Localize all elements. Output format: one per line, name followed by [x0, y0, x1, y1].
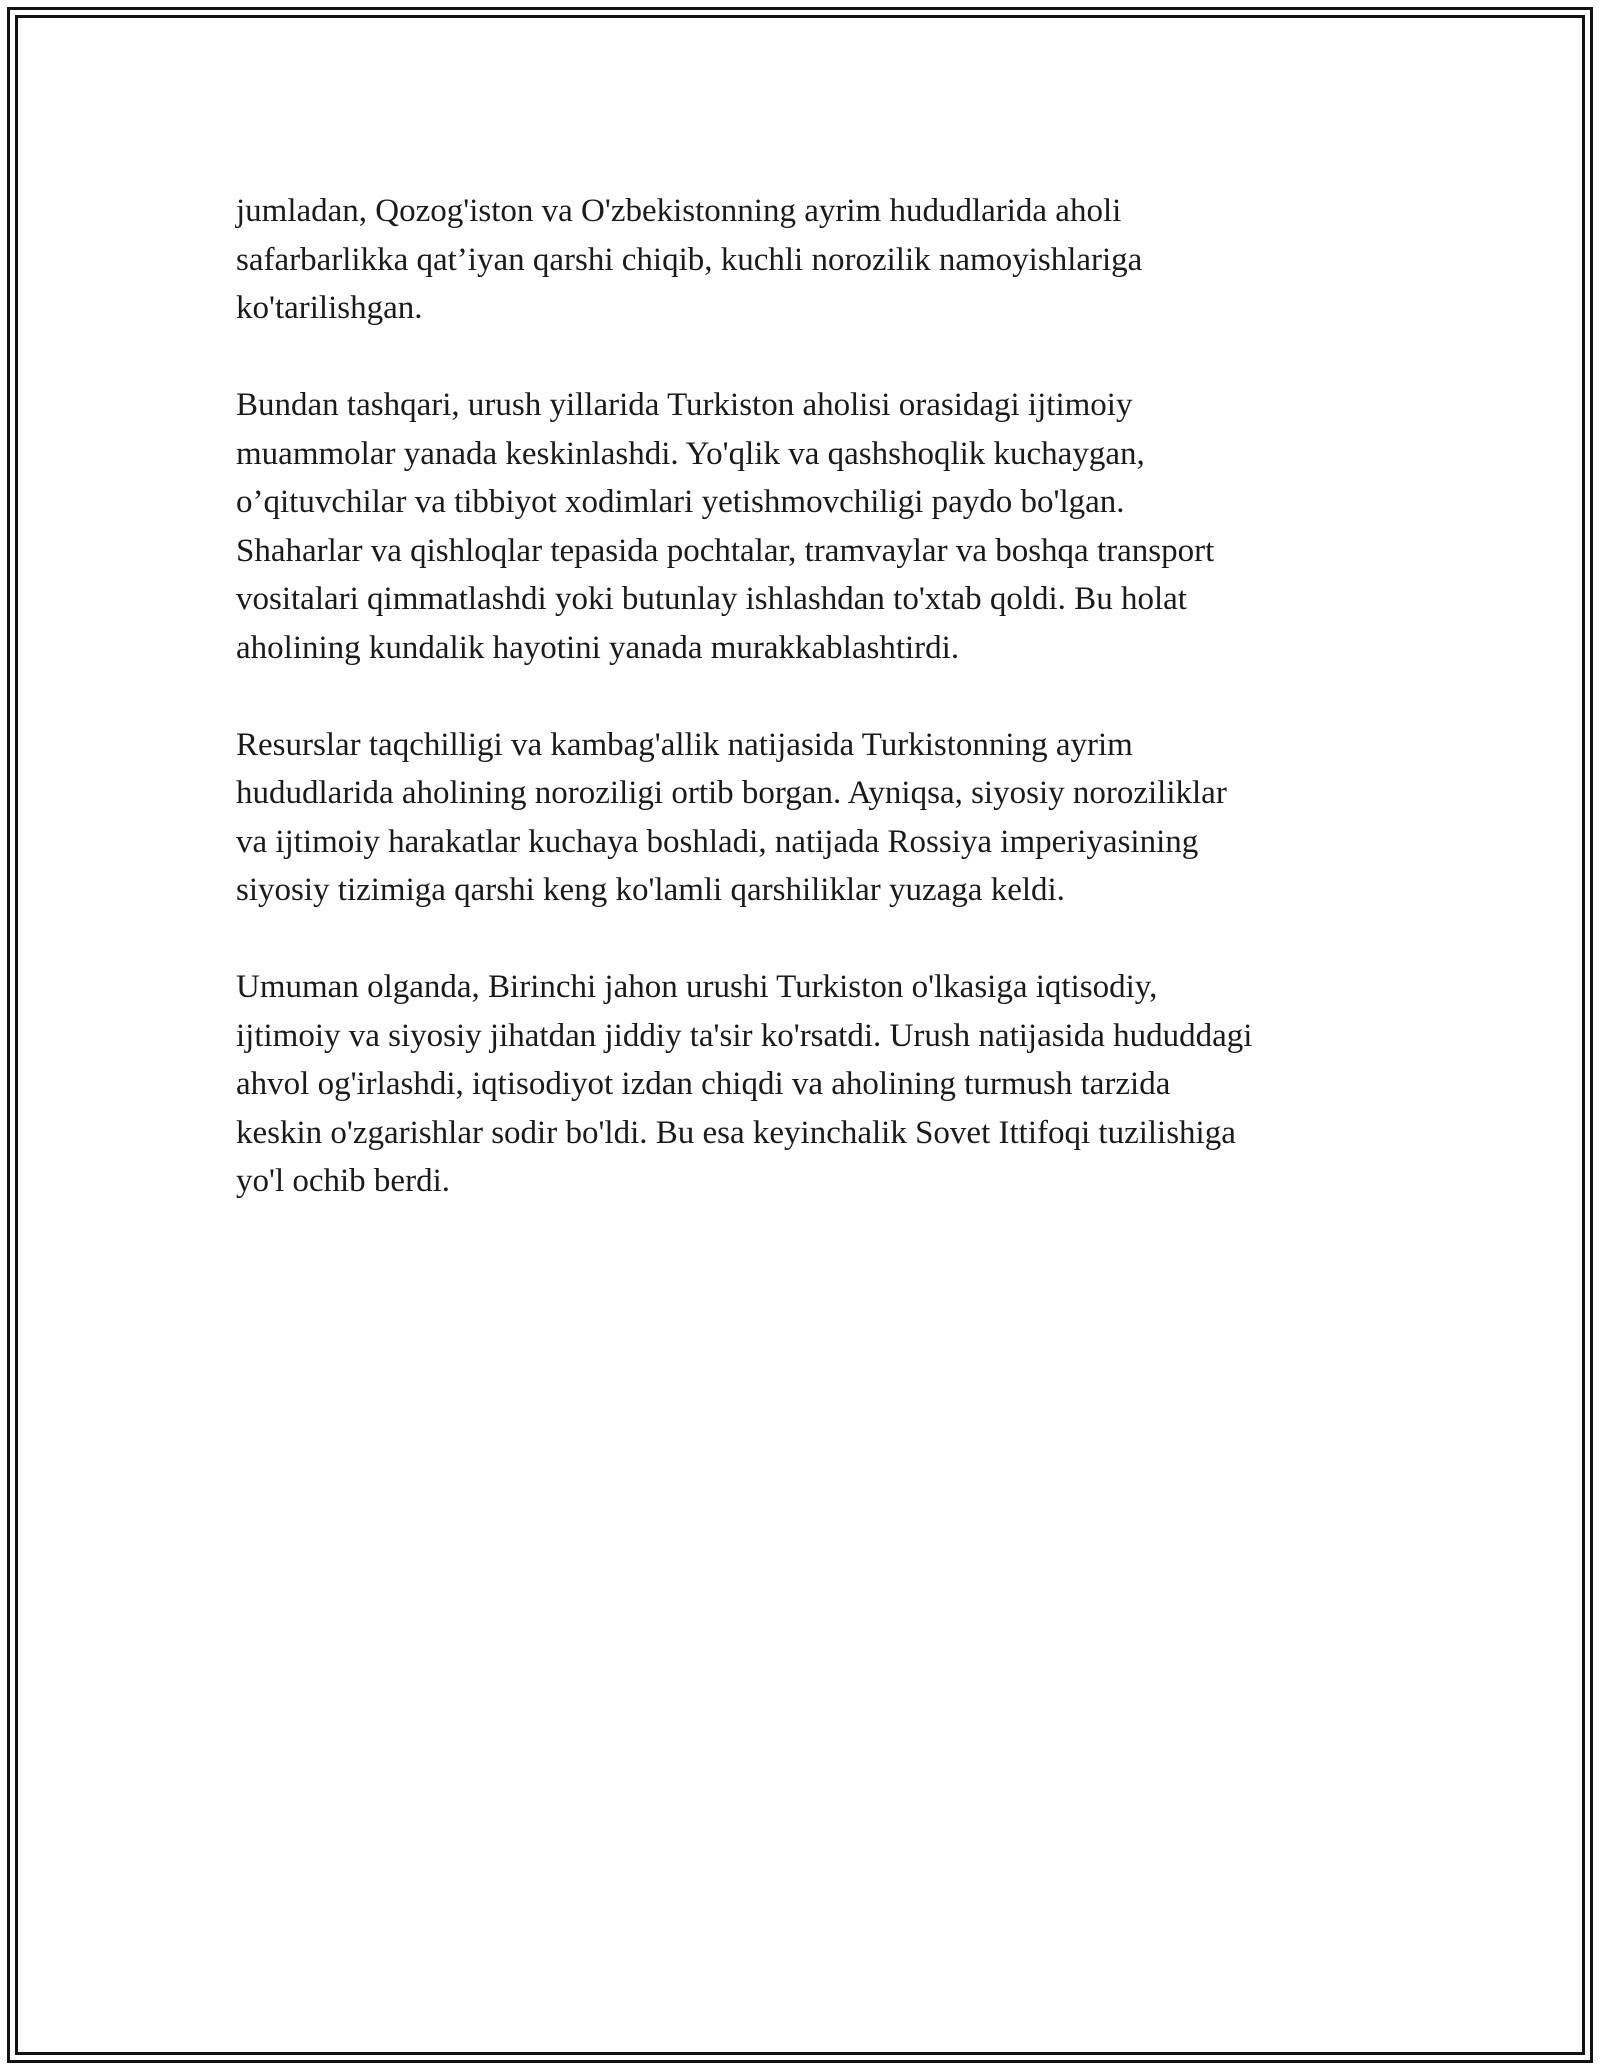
text-line: Shaharlar va qishloqlar tepasida pochtalar, tramvaylar va boshqa transport: [236, 532, 1215, 569]
text-line: jumladan, Qozog'iston va O'zbekistonning ayrim hududlarida aholi: [236, 193, 1122, 229]
document-body: [236, 187, 1386, 1254]
paragraph-1: [236, 187, 1386, 333]
text-line: vositalari qimmatlashdi yoki butunlay ishlashdan to'xtab qoldi. Bu holat: [236, 581, 1187, 617]
paragraph-4: [236, 963, 1386, 1206]
text-line: ahvol og'irlashdi, iqtisodiyot izdan chiqdi va aholining turmush tarzida: [236, 1066, 1171, 1102]
text-line: Bundan tashqari, urush yillarida Turkiston aholisi orasidagi ijtimoiy: [236, 387, 1133, 423]
paragraph-2: [236, 381, 1386, 672]
text-line: Resurslar taqchilligi va kambag'allik natijasida Turkistonning ayrim: [236, 726, 1133, 763]
text-line: keskin o'zgarishlar sodir bo'ldi. Bu esa keyinchalik Sovet Ittifoqi tuzilishiga: [236, 1114, 1236, 1151]
text-line: yo'l ochib berdi.: [236, 1163, 450, 1199]
text-line: Umuman olganda, Birinchi jahon urushi Turkiston o'lkasiga iqtisodiy,: [236, 969, 1158, 1005]
text-line: va ijtimoiy harakatlar kuchaya boshladi, natijada Rossiya imperiyasining: [236, 823, 1199, 860]
text-line: ijtimoiy va siyosiy jihatdan jiddiy ta'sir ko'rsatdi. Urush natijasida hududdagi: [236, 1017, 1253, 1054]
text-line: o’qituvchilar va tibbiyot xodimlari yetishmovchiligi paydo bo'lgan.: [236, 484, 1125, 520]
paragraph-3: [236, 721, 1386, 915]
text-line: muammolar yanada keskinlashdi. Yo'qlik va qashshoqlik kuchaygan,: [236, 435, 1145, 472]
text-line: siyosiy tizimiga qarshi keng ko'lamli qarshiliklar yuzaga keldi.: [236, 872, 1065, 908]
text-line: ko'tarilishgan.: [236, 290, 423, 326]
text-line: aholining kundalik hayotini yanada murakkablashtirdi.: [236, 629, 960, 666]
text-line: safarbarlikka qat’iyan qarshi chiqib, kuchli norozilik namoyishlariga: [236, 241, 1143, 278]
text-line: hududlarida aholining noroziligi ortib borgan. Ayniqsa, siyosiy noroziliklar: [236, 775, 1227, 811]
